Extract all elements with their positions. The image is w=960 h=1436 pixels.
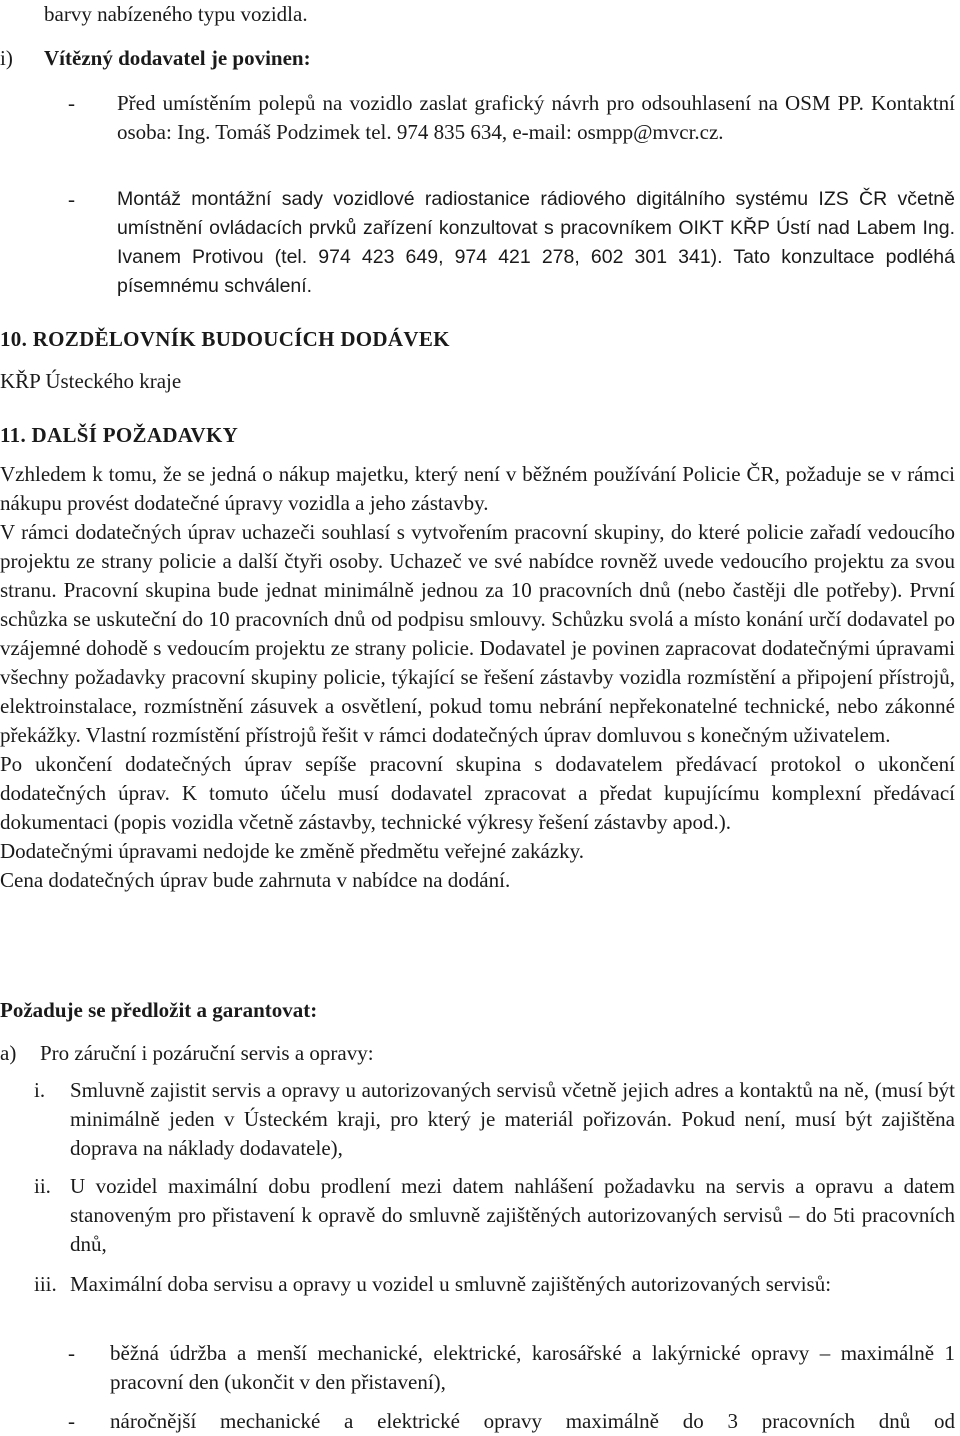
- paragraph: Dodatečnými úpravami nedojde ke změně předmětu veřejné zakázky.: [0, 839, 585, 863]
- paragraph: Cena dodatečných úprav bude zahrnuta v nabídce na dodání.: [0, 868, 511, 892]
- sub-item-text: běžná údržba a menší mechanické, elektrické, karosářské a lakýrnické opravy – maximálně 1 pracovní den (ukončit v den přistavení),: [110, 1341, 955, 1394]
- section-10-text: KŘP Ústeckého kraje: [0, 369, 182, 393]
- roman-item-text: Smluvně zajistit servis a opravy u autorizovaných servisů včetně jejich adres a kontaktů na ně, (musí být minimálně jeden v Ústeckém kraji, pro který je materiál pořizován. Pokud není, musí být zajištěna doprava na náklady dodavatele),: [70, 1078, 955, 1160]
- list-item-text: Před umístěním polepů na vozidlo zaslat grafický návrh pro odsouhlasení na OSM PP. Kontaktní osoba: Ing. Tomáš Podzimek tel. 974 835 634, e-mail: osmpp@mvcr.cz.: [117, 91, 955, 144]
- section-heading-11: 11. DALŠÍ POŽADAVKY: [0, 423, 239, 447]
- roman-numeral: iii.: [34, 1272, 57, 1296]
- roman-numeral: ii.: [34, 1174, 51, 1198]
- section-heading-10: 10. ROZDĚLOVNÍK BUDOUCÍCH DODÁVEK: [0, 327, 450, 351]
- requirement-a-text: Pro záruční i pozáruční servis a opravy:: [40, 1041, 374, 1065]
- paragraph: Po ukončení dodatečných úprav sepíše pracovní skupina s dodavatelem předávací protokol o ukončení dodatečných úprav. K tomuto účelu musí dodavatel zpracovat a předat kupujícímu komplexní předávací dokumentaci (popis vozidla včetně zástavby, technické výkresy řešení zástavby apod.).: [0, 752, 955, 834]
- dash-bullet: -: [68, 1341, 75, 1365]
- section-i-title: Vítězný dodavatel je povinen:: [44, 46, 311, 70]
- paragraph: V rámci dodatečných úprav uchazeči souhlasí s vytvořením pracovní skupiny, do které policie zařadí vedoucího projektu ze strany policie a další čtyři osoby. Uchazeč ve své nabídce rovněž uvede vedoucího projektu za svou stranu. Pracovní skupina bude jednat minimálně jednou za 10 pracovních dnů (nebo častěji dle potřeby). První schůzka se uskuteční do 10 pracovních dnů od podpisu smlouvy. Schůzku svolá a místo konání určí dodavatel po vzájemné dohodě s vedoucím projektu ze strany policie. Dodavatel je povinen zapracovat dodatečnými úpravami všechny požadavky pracovní skupiny policie, týkající se řešení zástavby vozidla rozmístění a připojení přístrojů, elektroinstalace, rozmístnění zásuvek a osvětlení, pokud tomu nebrání nepřekonatelné technické, nebo zákonné překážky. Vlastní rozmístění přístrojů řešit v rámci dodatečných úprav domluvou s konečným uživatelem.: [0, 520, 955, 747]
- roman-numeral: i.: [34, 1078, 46, 1102]
- sub-item-text: náročnější mechanické a elektrické opravy maximálně do 3 pracovních dnů od: [110, 1409, 955, 1433]
- dash-bullet: -: [68, 187, 75, 211]
- section-i-label: i): [0, 46, 13, 70]
- dash-bullet: -: [68, 1409, 75, 1433]
- requirements-heading: Požaduje se předložit a garantovat:: [0, 998, 318, 1022]
- list-item-text: Montáž montážní sady vozidlové radiostanice rádiového digitálního systému IZS ČR včetně umístnění ovládacích prvků zařízení konzultovat s pracovníkem OIKT KŘP Ústí nad Labem Ing. Ivanem Protivou (tel. 974 423 649, 974 421 278, 602 301 341). Tato konzultace podléhá písemnému schválení.: [117, 188, 955, 297]
- requirement-a-label: a): [0, 1041, 17, 1065]
- roman-item-text: Maximální doba servisu a opravy u vozidel u smluvně zajištěných autorizovaných servisů:: [70, 1272, 832, 1296]
- dash-bullet: -: [68, 91, 75, 115]
- paragraph: Vzhledem k tomu, že se jedná o nákup majetku, který není v běžném používání Policie ČR, požaduje se v rámci nákupu provést dodatečné úpravy vozidla a jeho zástavby.: [0, 462, 955, 515]
- section-11-body: [0, 460, 955, 895]
- roman-item-text: U vozidel maximální dobu prodlení mezi datem nahlášení požadavku na servis a opravu a datem stanoveným pro přistavení k opravě do smluvně zajištěných autorizovaných servisů – do 5ti pracovních dnů,: [70, 1174, 955, 1256]
- continuation-line: barvy nabízeného typu vozidla.: [44, 2, 308, 26]
